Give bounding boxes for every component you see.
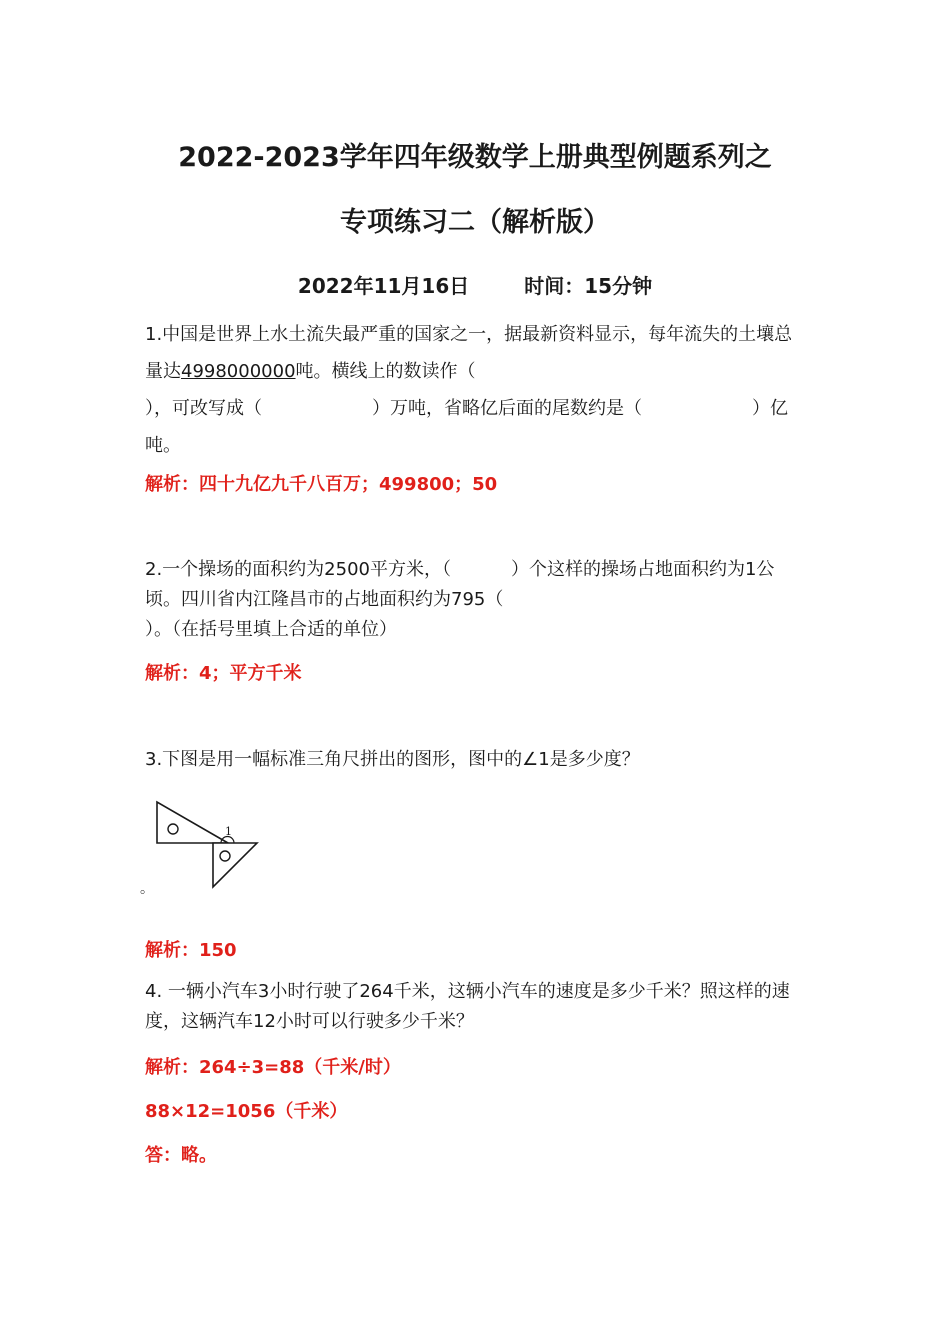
exam-date: 2022年11月16日 [297,274,470,298]
trailing-period: 。 [140,881,154,895]
q4-answer-line-1: 解析：264÷3=88（千米/时） [145,1057,401,1078]
triangle-30-60 [157,802,228,843]
q1-answer: 解析：四十九亿九千八百万；499800；50 [145,474,498,495]
q1-text-a: 1.中国是世界上水土流失最严重的国家之一，据最新资料显示，每年流失的土壤总量达 [145,324,793,382]
question-3: 3.下图是用一幅标准三角尺拼出的图形，图中的∠1是多少度？ [145,749,640,770]
q1-text-b: 吨。横线上的数读作（ [295,361,476,382]
q2-text-a: 2.一个操场的面积约为2500平方米，（ [145,559,451,580]
question-1 [145,316,810,464]
exam-duration: 时间：15分钟 [524,274,653,298]
q2-text-c: ）。（在括号里填上合适的单位） [145,619,397,640]
title-line-1: 2022-2023学年四年级数学上册典型例题系列之 [178,142,772,173]
q1-underlined-number: 4998000000 [181,361,296,382]
date-time-line [0,270,950,299]
title-line-2: 专项练习二（解析版） [340,207,610,238]
angle-label: 1 [225,825,232,838]
q4-answer-line-2: 88×12=1056（千米） [145,1101,348,1122]
q1-text-c: ），可改写成（ [145,398,262,419]
question-4: 4. 一辆小汽车3小时行驶了264千米，这辆小汽车的速度是多少千米？照这样的速度，这辆汽车12小时可以行驶多少千米？ [145,981,790,1032]
q4-answer-line-3: 答：略。 [145,1145,217,1166]
set-square-figure [140,795,270,895]
question-2 [145,555,810,645]
q2-text-b: ）个这样的操场占地面积约为1公顷。四川省内江隆昌市的占地面积约为795（ [145,559,775,610]
q1-text-d: ）万吨，省略亿后面的尾数约是（ [372,398,642,419]
q1-text-e: ）亿吨。 [145,398,788,456]
q3-answer: 解析：150 [145,940,237,961]
triangle-45 [213,843,257,887]
triangle-hole-1 [168,824,178,834]
q2-answer: 解析：4；平方千米 [145,663,302,684]
